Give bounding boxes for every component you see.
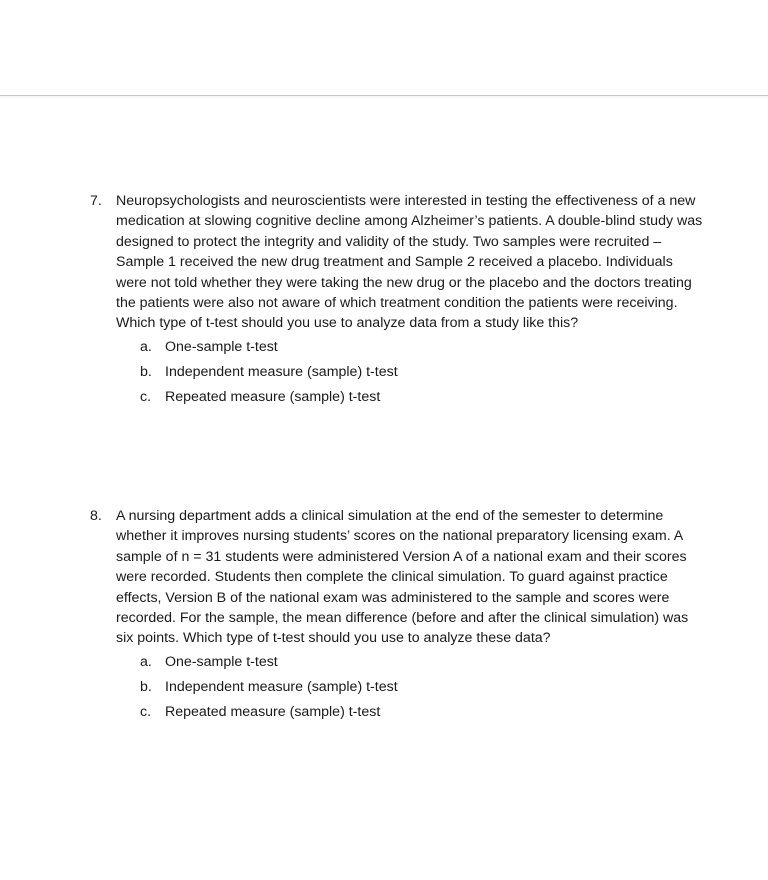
answer-options [140,337,705,412]
option-text: Independent measure (sample) t-test [165,363,398,380]
option-letter: b. [140,363,152,380]
option-text: Repeated measure (sample) t-test [165,388,381,405]
option-c [140,702,705,727]
question-text: Neuropsychologists and neuroscientists were interested in testing the effectiveness of a new medication at slowing cognitive decline among Alzheimer’s patients. A double-blind study was designed to protect the integrity and validity of the study. Two samples were recruited – Sample 1 received the new drug treatment and Sample 2 received a placebo. Individuals were not told whether they were taking the new drug or the placebo and the doctors treating the patients were also not aware of which treatment condition the patients were receiving. Which type of t-test should you use to analyze data from a study like this? [116,193,703,332]
option-text: One-sample t-test [165,338,278,355]
option-letter: a. [140,338,152,355]
question-7 [90,191,705,412]
option-b [140,362,705,387]
option-letter: c. [140,388,152,405]
option-letter: a. [140,653,152,670]
question-text: A nursing department adds a clinical simulation at the end of the semester to determine whether it improves nursing students’ scores on the national preparatory licensing exam. A sample of n = 31 students were administered Version A of a national exam and their scores were recorded. Students then complete the clinical simulation. To guard against practice effects, Version B of the national exam was administered to the sample and scores were recorded. For the sample, the mean difference (before and after the clinical simulation) was six points. Which type of t-test should you use to analyze these data? [116,508,689,647]
option-b [140,677,705,702]
question-number: 7. [90,193,102,209]
option-text: One-sample t-test [165,653,278,670]
option-text: Repeated measure (sample) t-test [165,703,381,720]
question-number: 8. [90,508,102,524]
page-divider [0,95,768,96]
option-letter: b. [140,678,152,695]
option-text: Independent measure (sample) t-test [165,678,398,695]
option-a [140,337,705,362]
option-letter: c. [140,703,152,720]
option-a [140,652,705,677]
answer-options [140,652,705,727]
question-8 [90,506,705,727]
option-c [140,387,705,412]
